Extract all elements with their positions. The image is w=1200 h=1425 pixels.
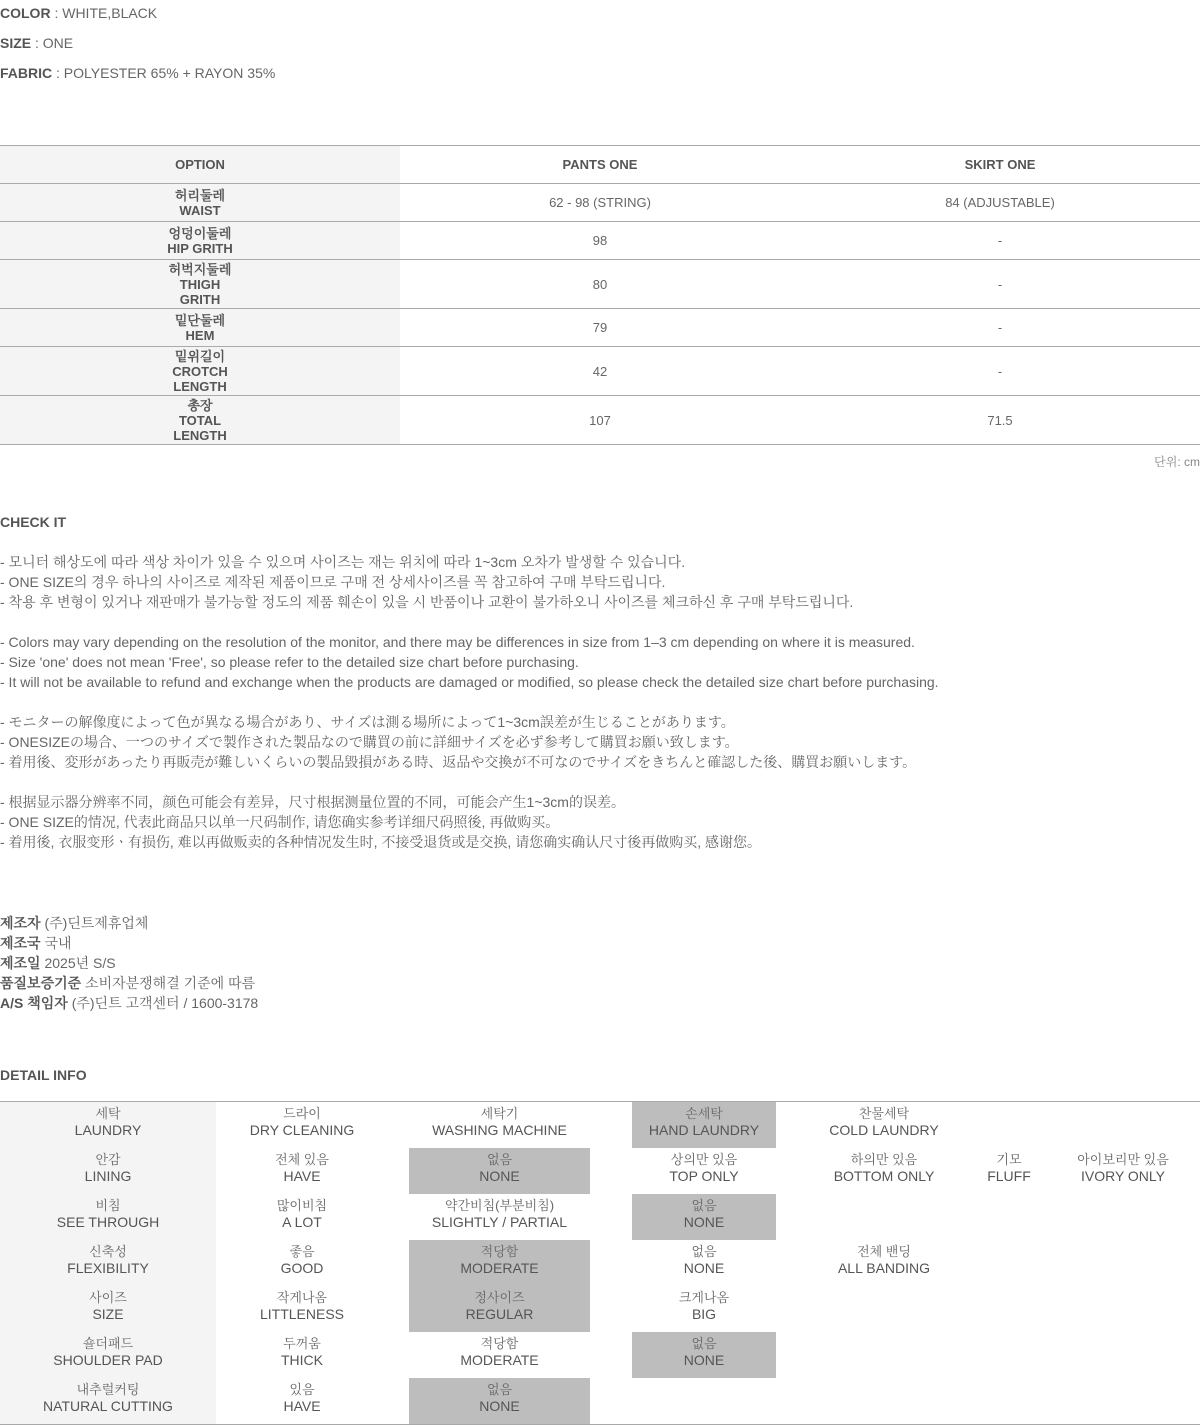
option-en: THIGH GRITH [179, 276, 221, 307]
detail-ko: 전체 밴딩 [857, 1244, 911, 1259]
detail-option [978, 1148, 1040, 1194]
detail-category [0, 1148, 216, 1194]
detail-en: NONE [479, 1168, 520, 1184]
option-ko: 허리둘레 [174, 187, 226, 203]
detail-en: LITTLENESS [259, 1306, 345, 1322]
detail-en: FLEXIBILITY [67, 1260, 149, 1276]
header-pants: PANTS ONE [400, 146, 800, 184]
detail-ko: 내추럴커팅 [76, 1382, 140, 1397]
detail-category [0, 1102, 216, 1148]
detail-ko: 기모 [996, 1152, 1022, 1167]
detail-ko: 없음 [486, 1382, 513, 1397]
detail-ko: 없음 [691, 1336, 717, 1351]
detail-en: THICK [281, 1352, 323, 1368]
detail-ko: 손세탁 [685, 1106, 723, 1121]
detail-ko: 없음 [691, 1198, 717, 1213]
detail-option [216, 1286, 388, 1332]
detail-option [216, 1148, 388, 1194]
size-row [0, 309, 1200, 347]
detail-ko: 상의만 있음 [670, 1152, 738, 1167]
check-line: - モニターの解像度によって色が異なる場合があり、サイズは測る場所によって1~3cm誤差が生じることがあります。 [0, 714, 735, 730]
detail-option [216, 1194, 388, 1240]
detail-en: COLD LAUNDRY [829, 1122, 939, 1138]
option-en: TOTAL LENGTH [173, 412, 227, 443]
detail-ko: 숄더패드 [82, 1336, 134, 1351]
option-ko: 엉덩이둘레 [168, 225, 232, 241]
skirt-value: - [800, 309, 1200, 347]
check-line: - 根据显示器分辨率不同，颜色可能会有差异，尺寸根据测量位置的不同，可能会产生1~3cm的误差。 [0, 794, 625, 810]
detail-ko: 신축성 [89, 1244, 127, 1259]
option-en: HIP GRITH [167, 240, 233, 256]
maker-label: 제조국 [0, 935, 41, 951]
detail-ko: 좋음 [289, 1244, 315, 1259]
check-line: - ONE SIZE的情况, 代表此商品只以单一尺码制作, 请您确实参考详细尺码照後, 再做购买。 [0, 814, 560, 830]
detail-ko: 사이즈 [89, 1290, 127, 1305]
pants-value: 79 [400, 309, 800, 347]
detail-en: GOOD [280, 1260, 324, 1276]
maker-label: A/S 책임자 [0, 995, 68, 1011]
check-line: - 착용 후 변형이 있거나 재판매가 불가능할 정도의 제품 훼손이 있을 시 반품이나 교환이 불가하오니 사이즈를 체크하신 후 구매 부탁드립니다. [0, 594, 854, 610]
detail-ko: 두꺼움 [283, 1336, 321, 1351]
size-option [0, 260, 400, 309]
pants-value: 42 [400, 347, 800, 396]
detail-option [216, 1240, 388, 1286]
detail-ko: 안감 [95, 1152, 121, 1167]
maker-info [0, 913, 258, 1013]
option-en: WAIST [179, 202, 221, 218]
detail-ko: 세탁기 [480, 1106, 519, 1121]
spec-label: COLOR [0, 5, 51, 21]
maker-label: 제조일 [0, 955, 41, 971]
maker-line [0, 973, 258, 993]
detail-option [632, 1286, 776, 1332]
maker-line [0, 953, 258, 973]
detail-en: HAND LAUNDRY [648, 1122, 760, 1138]
detail-option-selected [632, 1194, 776, 1240]
check-line: - It will not be available to refund and exchange when the products are damaged or modified, so please check the detailed size chart before purchasing. [0, 674, 939, 690]
check-zh [0, 792, 761, 852]
maker-line [0, 933, 258, 953]
detail-category [0, 1194, 216, 1240]
size-row [0, 260, 1200, 309]
detail-en: A LOT [282, 1214, 322, 1230]
detail-ko: 전체 있음 [275, 1152, 329, 1167]
size-row [0, 184, 1200, 222]
size-option [0, 222, 400, 260]
option-ko: 밑위길이 [174, 348, 226, 364]
detail-ko: 크게나옴 [678, 1290, 730, 1305]
detail-title: DETAIL INFO [0, 1067, 87, 1083]
detail-ko: 아이보리만 있음 [1077, 1152, 1169, 1167]
detail-option [409, 1332, 590, 1378]
option-ko: 총장 [187, 397, 213, 413]
pants-value: 107 [400, 396, 800, 445]
detail-option [790, 1102, 978, 1148]
detail-en: REGULAR [465, 1306, 534, 1322]
pants-value: 80 [400, 260, 800, 309]
detail-option-selected [632, 1332, 776, 1378]
detail-en: LINING [84, 1168, 132, 1184]
detail-option [216, 1102, 388, 1148]
detail-option-selected [409, 1378, 590, 1424]
skirt-value: - [800, 347, 1200, 396]
detail-ko: 있음 [289, 1382, 315, 1397]
skirt-value: 71.5 [800, 396, 1200, 445]
detail-en: MODERATE [460, 1260, 539, 1276]
detail-category [0, 1240, 216, 1286]
size-option [0, 309, 400, 347]
detail-ko: 비침 [95, 1198, 121, 1213]
check-line: - Colors may vary depending on the resolution of the monitor, and there may be differences in size from 1–3 cm depending on where it is measured. [0, 634, 915, 650]
detail-option [632, 1148, 776, 1194]
detail-en: MODERATE [460, 1352, 539, 1368]
detail-option [790, 1240, 978, 1286]
detail-option-selected [409, 1148, 590, 1194]
detail-en: HAVE [283, 1168, 321, 1184]
detail-info-grid [0, 1101, 1200, 1425]
detail-row [0, 1240, 1200, 1286]
detail-row [0, 1378, 1200, 1424]
detail-en: LAUNDRY [74, 1122, 142, 1138]
detail-en: DRY CLEANING [249, 1122, 355, 1138]
detail-category [0, 1286, 216, 1332]
detail-en: TOP ONLY [669, 1168, 739, 1184]
detail-ko: 적당함 [480, 1336, 519, 1351]
detail-ko: 세탁 [95, 1106, 121, 1121]
size-row [0, 396, 1200, 445]
detail-en: HAVE [283, 1398, 321, 1414]
detail-en: SIZE [92, 1306, 124, 1322]
detail-row [0, 1286, 1200, 1332]
spec-value: : ONE [31, 35, 74, 51]
spec-fabric [0, 65, 275, 95]
spec-value: : POLYESTER 65% + RAYON 35% [52, 65, 276, 81]
size-table-header [0, 146, 1200, 184]
detail-ko: 없음 [486, 1152, 513, 1167]
check-ko [0, 552, 853, 612]
option-ko: 밑단둘레 [174, 312, 226, 328]
size-option [0, 184, 400, 222]
header-skirt: SKIRT ONE [800, 146, 1200, 184]
detail-en: NONE [683, 1352, 725, 1368]
size-option [0, 396, 400, 445]
detail-ko: 적당함 [480, 1244, 519, 1259]
detail-en: WASHING MACHINE [432, 1122, 567, 1138]
size-table [0, 145, 1200, 445]
maker-line [0, 993, 258, 1013]
product-specs [0, 5, 275, 95]
skirt-value: 84 (ADJUSTABLE) [800, 184, 1200, 222]
size-option [0, 347, 400, 396]
spec-color [0, 5, 275, 35]
detail-option-selected [409, 1240, 590, 1286]
skirt-value: - [800, 222, 1200, 260]
detail-option [790, 1148, 978, 1194]
detail-en: ALL BANDING [837, 1260, 931, 1276]
header-option: OPTION [0, 146, 400, 184]
maker-label: 제조자 [0, 915, 41, 931]
detail-row [0, 1102, 1200, 1148]
detail-row [0, 1194, 1200, 1240]
detail-category [0, 1378, 216, 1424]
pants-value: 62 - 98 (STRING) [400, 184, 800, 222]
detail-en: BIG [691, 1306, 717, 1322]
detail-row [0, 1332, 1200, 1378]
pants-value: 98 [400, 222, 800, 260]
detail-en: FLUFF [987, 1168, 1031, 1184]
detail-en: NATURAL CUTTING [43, 1398, 173, 1414]
detail-option-selected [409, 1286, 590, 1332]
spec-value: : WHITE,BLACK [50, 5, 158, 21]
detail-ko: 하의만 있음 [850, 1152, 918, 1167]
detail-en: BOTTOM ONLY [833, 1168, 935, 1184]
check-line: - ONE SIZE의 경우 하나의 사이즈로 제작된 제품이므로 구매 전 상세사이즈를 꼭 참고하여 구매 부탁드립니다. [0, 574, 666, 590]
detail-option [632, 1240, 776, 1286]
detail-option [1052, 1148, 1194, 1194]
option-en: CROTCH LENGTH [172, 363, 228, 394]
spec-label: SIZE [0, 35, 32, 51]
detail-en: SEE THROUGH [56, 1214, 160, 1230]
check-line: - ONESIZEの場合、一つのサイズで製作された製品なので購買の前に詳細サイズを必ず参考して購買お願い致します。 [0, 734, 739, 750]
maker-value: 소비자분쟁해결 기준에 따름 [81, 975, 256, 991]
check-line: - Size 'one' does not mean 'Free', so please refer to the detailed size chart before purchasing. [0, 654, 579, 670]
check-ja [0, 712, 916, 772]
detail-option [216, 1332, 388, 1378]
check-line: - 着用後、変形があったり再販売が難しいくらいの製品毀損がある時、返品や交換が不可なのでサイズをきちんと確認した後、購買お願いします。 [0, 754, 917, 770]
maker-value: (주)딘트 고객센터 / 1600-3178 [67, 995, 259, 1011]
maker-value: (주)딘트제휴업체 [40, 915, 149, 931]
check-line: - 모니터 해상도에 따라 색상 차이가 있을 수 있으며 사이즈는 재는 위치에 따라 1~3cm 오차가 발생할 수 있습니다. [0, 554, 686, 570]
detail-en: SHOULDER PAD [53, 1352, 163, 1368]
check-line: - 着用後, 衣服变形ㆍ有损伤, 难以再做贩卖的各种情况发生时, 不接受退货或是交换, 请您确实确认尺寸後再做购买, 感谢您。 [0, 834, 761, 850]
check-title: CHECK IT [0, 514, 67, 530]
detail-ko: 없음 [691, 1244, 717, 1259]
detail-en: NONE [683, 1214, 725, 1230]
detail-en: NONE [479, 1398, 520, 1414]
detail-option-selected [632, 1102, 776, 1148]
spec-size [0, 35, 275, 65]
detail-row [0, 1148, 1200, 1194]
detail-option [409, 1102, 590, 1148]
detail-ko: 약간비침(부분비침) [444, 1198, 555, 1213]
maker-label: 품질보증기준 [0, 975, 82, 991]
maker-value: 2025년 S/S [40, 955, 116, 971]
option-ko: 허벅지둘레 [168, 261, 232, 277]
detail-ko: 정사이즈 [474, 1290, 525, 1305]
detail-ko: 작게나옴 [276, 1290, 328, 1305]
detail-ko: 많이비침 [276, 1198, 328, 1213]
detail-en: IVORY ONLY [1080, 1168, 1166, 1184]
skirt-value: - [800, 260, 1200, 309]
option-en: HEM [185, 327, 215, 343]
maker-line [0, 913, 258, 933]
spec-label: FABRIC [0, 65, 53, 81]
detail-en: SLIGHTLY / PARTIAL [431, 1214, 568, 1230]
size-row [0, 222, 1200, 260]
maker-value: 국내 [40, 935, 72, 951]
detail-en: NONE [683, 1260, 725, 1276]
detail-ko: 찬물세탁 [858, 1106, 910, 1121]
detail-option [409, 1194, 590, 1240]
detail-ko: 드라이 [283, 1106, 321, 1121]
size-row [0, 347, 1200, 396]
detail-category [0, 1332, 216, 1378]
unit-label: 단위: cm [1154, 455, 1200, 469]
check-en [0, 632, 939, 692]
detail-option [216, 1378, 388, 1424]
